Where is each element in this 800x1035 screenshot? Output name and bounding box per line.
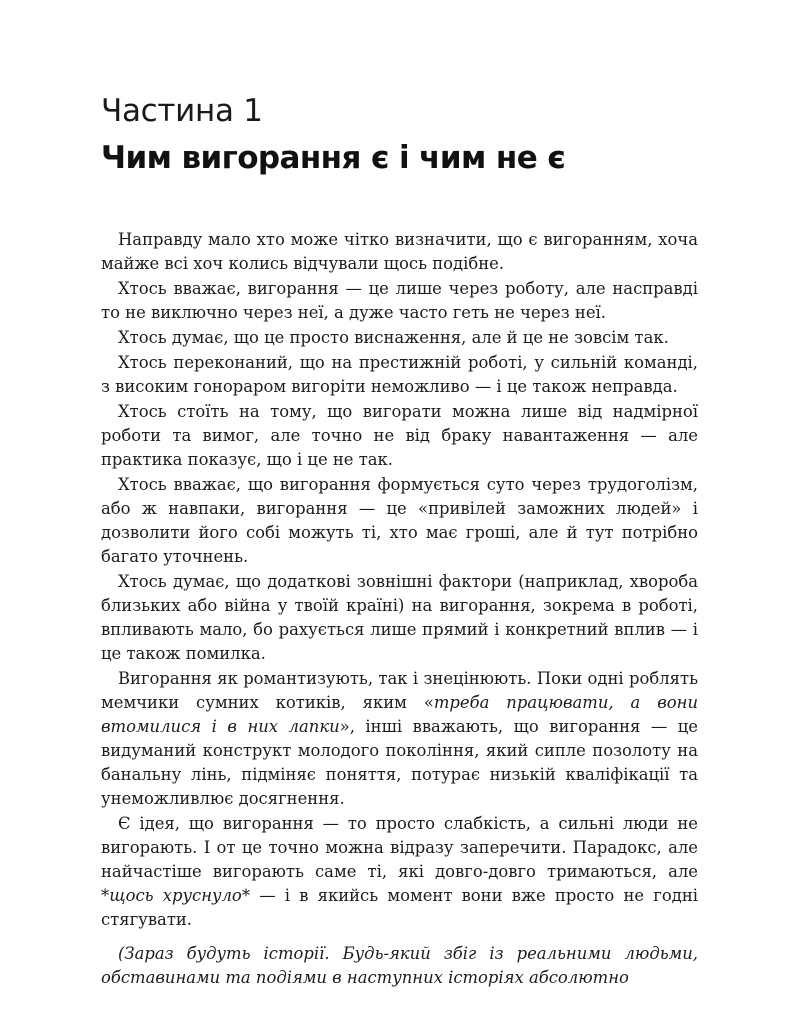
paragraph-8 <box>101 667 698 811</box>
paragraph-9-text-start: Є ідея, що вигорання — то просто слабкість, а сильні люди не вигорають. І от це точно можна відразу заперечити. Парадокс, але найчастіше вигорають саме ті, які довго-довго тримаються, але * <box>101 814 698 905</box>
paragraph-2: Хтось вважає, вигорання — це лише через роботу, але насправді то не виключно через неї, а дуже часто геть не через неї. <box>101 279 698 322</box>
paragraph-4: Хтось переконаний, що на престижній роботі, у сильній команді, з високим гонораром вигоріти неможливо — і це також неправда. <box>101 353 698 396</box>
paragraph-6: Хтось вважає, що вигорання формується суто через трудоголізм, або ж навпаки, вигорання — це «привілей заможних людей» і дозволити його собі можуть ті, хто має гроші, але й тут потрібно багато уточнень. <box>101 475 698 566</box>
body-text <box>101 228 698 991</box>
paragraph-9-italic-phrase: щось хруснуло <box>109 886 242 905</box>
paragraph-8-text-end: », інші вважають, що вигорання — це видуманий конструкт молодого покоління, який сипле позолоту на банальну лінь, підміняє поняття, потурає низькій кваліфікації та унеможливлює досягнення. <box>101 717 698 808</box>
paragraph-9-text-end: * — і в якийсь момент вони вже просто не годні стягувати. <box>101 886 698 929</box>
part-label: Частина 1 <box>101 93 263 129</box>
italic-note: (Зараз будуть історії. Будь-який збіг із реальними людьми, обставинами та подіями в наступних історіях абсолютно <box>101 944 698 987</box>
paragraph-8-italic-quote: треба працювати, а вони втомилися і в них лапки <box>101 693 698 736</box>
chapter-title: Чим вигорання є і чим не є <box>101 140 566 176</box>
paragraph-9 <box>101 812 698 932</box>
paragraph-5: Хтось стоїть на тому, що вигорати можна лише від надмірної роботи та вимог, але точно не від браку навантаження — але практика показує, що і це не так. <box>101 402 698 469</box>
paragraph-7: Хтось думає, що додаткові зовнішні фактори (наприклад, хвороба близьких або війна у твоїй країні) на вигорання, зокрема в роботі, впливають мало, бо рахується лише прямий і конкретний вплив — і це також помилка. <box>101 572 698 663</box>
paragraph-1: Направду мало хто може чітко визначити, що є вигоранням, хоча майже всі хоч колись відчували щось подібне. <box>101 230 698 273</box>
paragraph-3: Хтось думає, що це просто виснаження, але й це не зовсім так. <box>118 328 669 347</box>
paragraph-8-text-start: Вигорання як романтизують, так і знецінюють. Поки одні роблять мемчики сумних котиків, яким « <box>101 669 698 712</box>
